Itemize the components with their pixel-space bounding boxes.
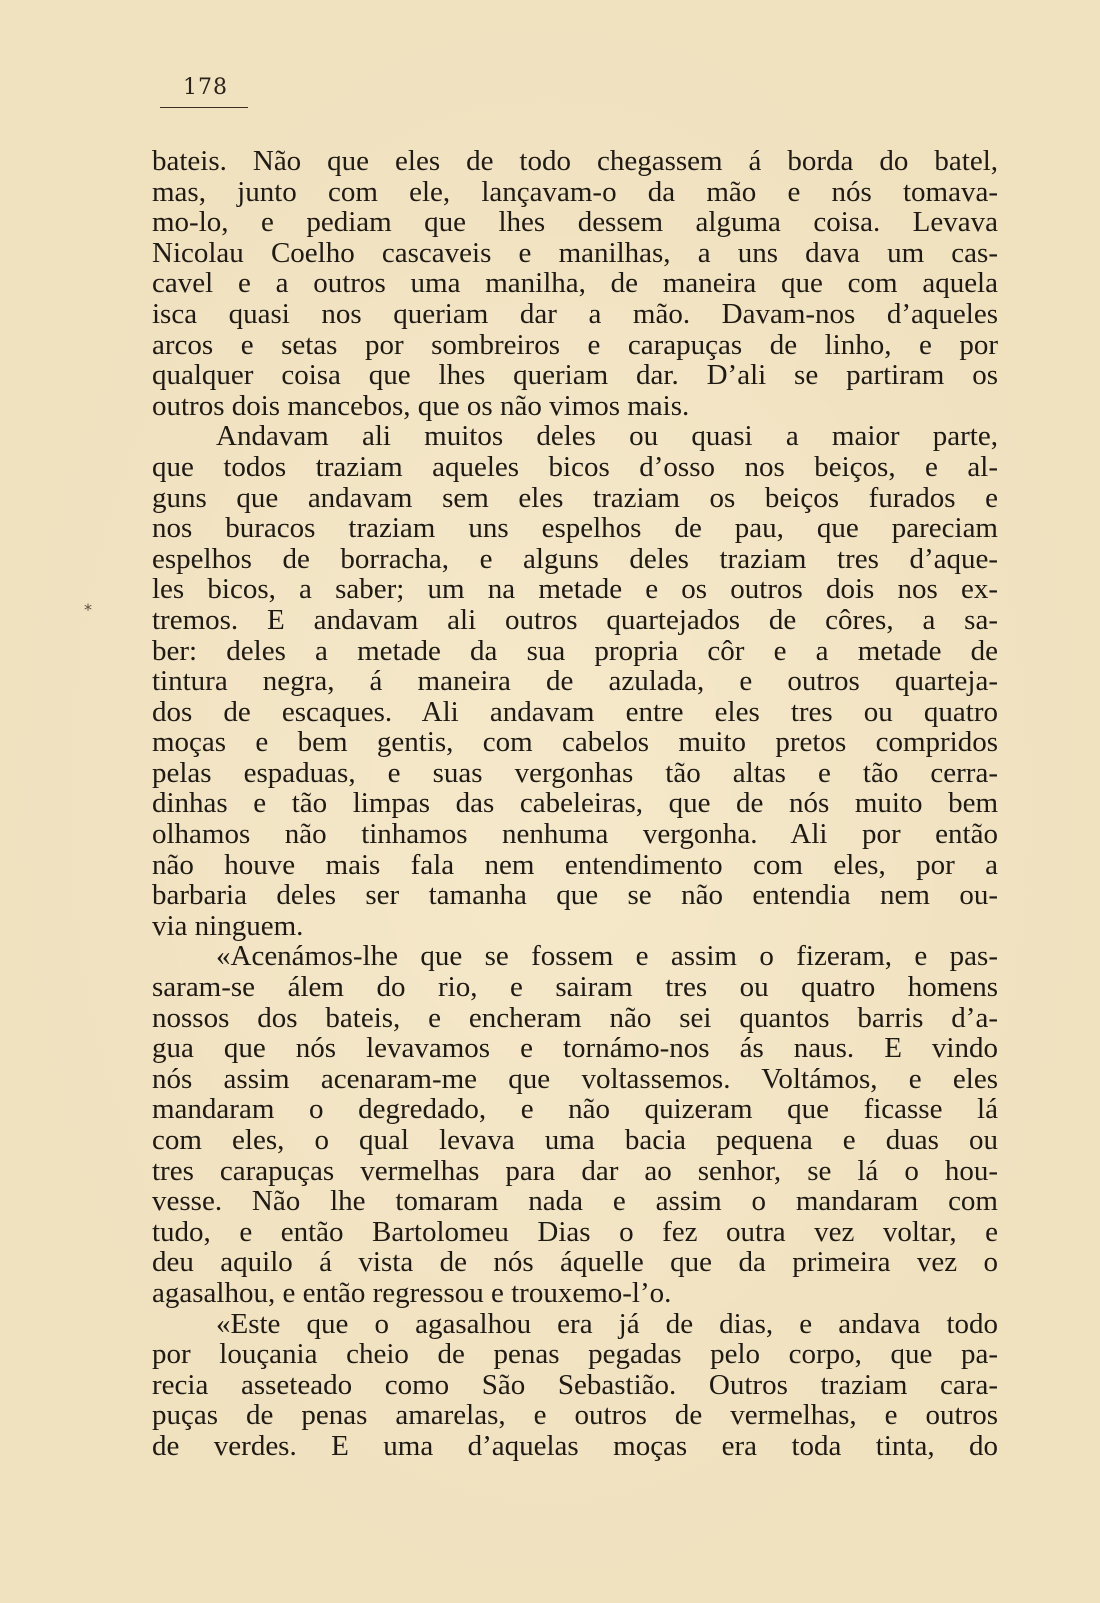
- text-line: «Acenámos-lhe que se fossem e assim o fizeram, e pas-: [216, 940, 998, 973]
- text-line: Andavam ali muitos deles ou quasi a maior parte,: [216, 420, 998, 453]
- text-line: tintura negra, á maneira de azulada, e outros quarteja-: [152, 665, 998, 698]
- margin-mark: *: [84, 600, 92, 619]
- text-line: via ninguem.: [152, 909, 304, 942]
- text-line: vesse. Não lhe tomaram nada e assim o mandaram com: [152, 1185, 998, 1218]
- text-line: outros dois mancebos, que os não vimos mais.: [152, 389, 690, 422]
- text-line: tudo, e então Bartolomeu Dias o fez outra vez voltar, e: [152, 1215, 998, 1248]
- text-line: bateis. Não que eles de todo chegassem á borda do batel,: [152, 145, 998, 177]
- text-line: olhamos não tinhamos nenhuma vergonha. Ali por então: [152, 818, 998, 851]
- text-line: dinhas e tão limpas das cabeleiras, que de nós muito bem: [152, 787, 998, 820]
- text-line: espelhos de borracha, e alguns deles traziam tres d’aque-: [152, 542, 998, 575]
- text-line: qualquer coisa que lhes queriam dar. D’ali se partiram os: [152, 359, 998, 392]
- text-line: Nicolau Coelho cascaveis e manilhas, a uns dava um cas-: [152, 236, 998, 269]
- text-line: puças de penas amarelas, e outros de vermelhas, e outros: [152, 1399, 998, 1432]
- text-line: mas, junto com ele, lançavam-o da mão e nós tomava-: [152, 175, 998, 208]
- text-line: isca quasi nos queriam dar a mão. Davam-nos d’aqueles: [152, 297, 998, 330]
- text-line: tremos. E andavam ali outros quartejados de côres, a sa-: [152, 603, 998, 636]
- text-line: mandaram o degredado, e não quizeram que ficasse lá: [152, 1093, 998, 1126]
- body-text: [152, 146, 998, 1462]
- text-line: dos de escaques. Ali andavam entre eles tres ou quatro: [152, 695, 998, 728]
- text-line: barbaria deles ser tamanha que se não entendia nem ou-: [152, 879, 998, 912]
- text-line: deu aquilo á vista de nós áquelle que da primeira vez o: [152, 1246, 998, 1279]
- text-line: com eles, o qual levava uma bacia pequena e duas ou: [152, 1124, 998, 1156]
- text-line: ber: deles a metade da sua propria côr e a metade de: [152, 634, 998, 667]
- text-line: moças e bem gentis, com cabelos muito pretos compridos: [152, 726, 998, 759]
- text-line: nossos dos bateis, e encheram não sei quantos barris d’a-: [152, 1001, 998, 1034]
- text-line: que todos traziam aqueles bicos d’osso nos beiços, e al-: [152, 450, 998, 483]
- text-line: tres carapuças vermelhas para dar ao senhor, se lá o hou-: [152, 1154, 998, 1187]
- text-line: guns que andavam sem eles traziam os beiços furados e: [152, 481, 998, 514]
- text-line: de verdes. E uma d’aquelas moças era toda tinta, do: [152, 1429, 998, 1462]
- page-number: 178: [183, 75, 228, 100]
- text-line: gua que nós levavamos e tornámo-nos ás naus. E vindo: [152, 1032, 998, 1065]
- text-line: «Este que o agasalhou era já de dias, e andava todo: [216, 1307, 998, 1340]
- text-line: cavel e a outros uma manilha, de maneira que com aquela: [152, 267, 998, 300]
- text-line: les bicos, a saber; um na metade e os outros dois nos ex-: [152, 573, 998, 606]
- text-line: por louçania cheio de penas pegadas pelo corpo, que pa-: [152, 1338, 998, 1371]
- text-line: arcos e setas por sombreiros e carapuças de linho, e por: [152, 328, 998, 361]
- text-line: mo-lo, e pediam que lhes dessem alguma coisa. Levava: [152, 206, 998, 239]
- text-line: saram-se álem do rio, e sairam tres ou quatro homens: [152, 971, 998, 1004]
- text-line: nós assim acenaram-me que voltassemos. Voltámos, e eles: [152, 1062, 998, 1095]
- text-line: pelas espaduas, e suas vergonhas tão altas e tão cerra-: [152, 756, 998, 789]
- text-line: nos buracos traziam uns espelhos de pau, que pareciam: [152, 512, 998, 545]
- header-rule: [160, 107, 248, 108]
- text-line: recia asseteado como São Sebastião. Outros traziam cara-: [152, 1368, 998, 1401]
- text-line: não houve mais fala nem entendimento com eles, por a: [152, 848, 998, 881]
- text-line: agasalhou, e então regressou e trouxemo-l’o.: [152, 1276, 672, 1309]
